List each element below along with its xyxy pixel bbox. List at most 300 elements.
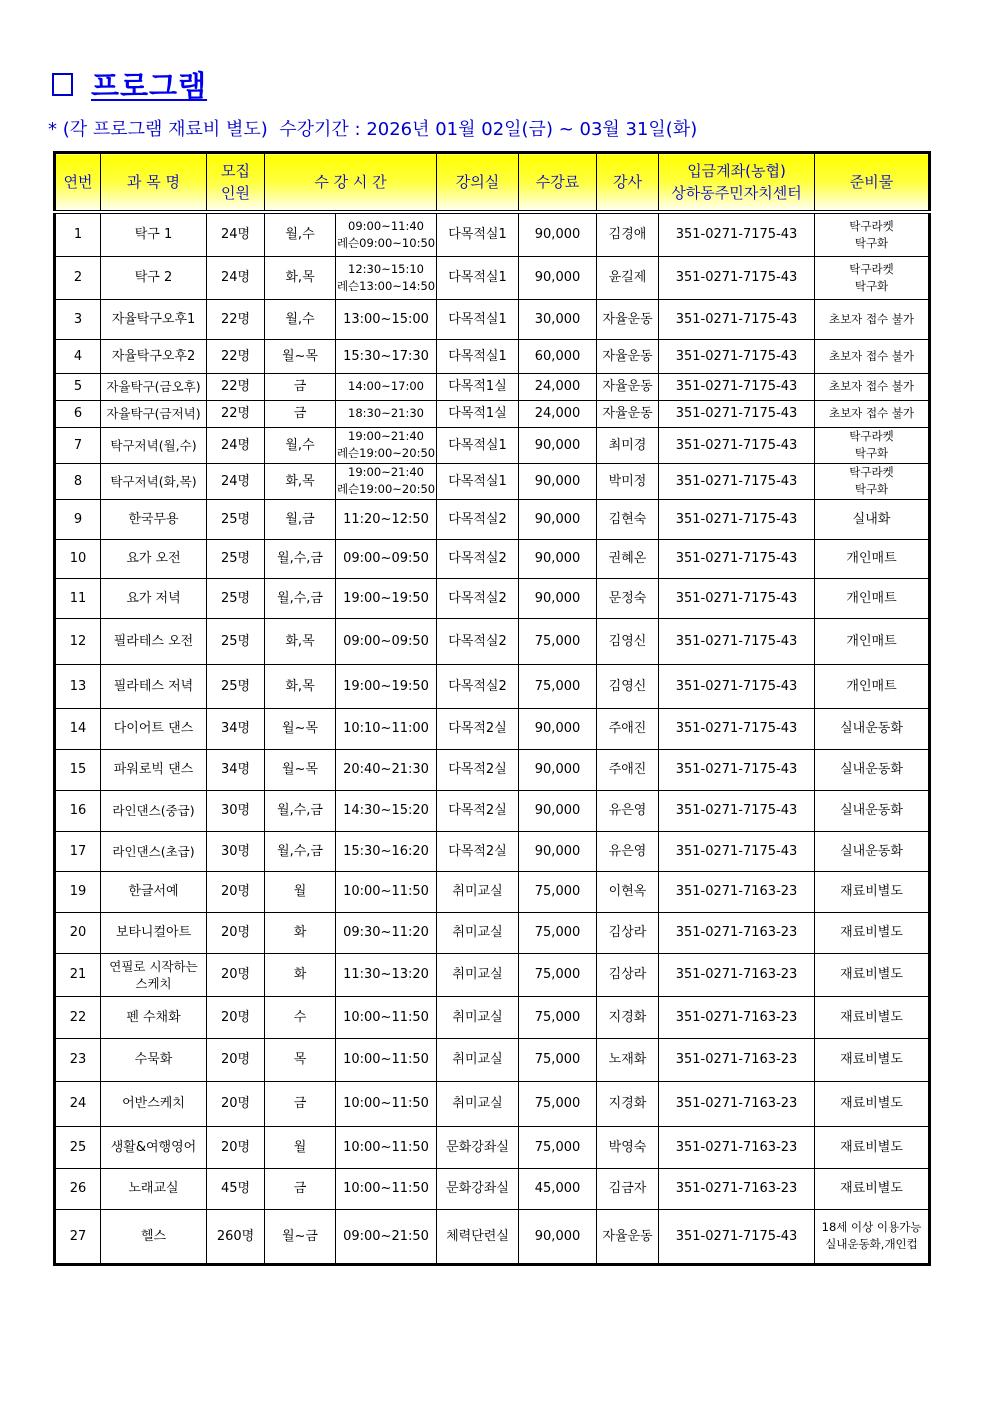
cell-name	[101, 373, 207, 400]
cell-name-text: 탁구 2	[134, 270, 173, 285]
cell-instructor	[597, 664, 659, 708]
cell-account	[659, 299, 815, 339]
cell-days-text: 금	[293, 1181, 307, 1196]
cell-days	[265, 212, 336, 256]
cell-room-text: 다목적실1	[448, 270, 507, 285]
cell-days	[265, 463, 336, 499]
cell-account	[659, 1081, 815, 1126]
cell-room	[437, 212, 519, 256]
cell-time	[336, 427, 437, 463]
cell-instructor	[597, 463, 659, 499]
cell-days-text: 목	[293, 1052, 307, 1067]
cell-instructor	[597, 749, 659, 790]
cell-no-text: 5	[73, 379, 83, 394]
cell-supplies	[815, 299, 930, 339]
table-row	[55, 400, 930, 427]
cell-instructor-text: 최미경	[608, 437, 647, 453]
cell-room	[437, 1209, 519, 1264]
cell-supplies	[815, 664, 930, 708]
cell-time	[336, 339, 437, 373]
cell-room	[437, 790, 519, 831]
cell-name-text: 보타니컬아트	[115, 925, 192, 940]
cell-room	[437, 708, 519, 749]
cell-name	[101, 499, 207, 539]
cell-fee-text: 24,000	[534, 379, 581, 394]
cell-no	[55, 578, 101, 618]
cell-capacity-text: 30명	[220, 803, 251, 818]
cell-no-text: 9	[73, 511, 83, 527]
cell-days	[265, 539, 336, 578]
cell-capacity	[207, 1168, 265, 1209]
cell-supplies	[815, 1168, 930, 1209]
cell-name-text: 요가 저녁	[126, 590, 181, 606]
cell-supplies-text: 초보자 접수 불가	[828, 311, 915, 326]
cell-fee	[519, 1168, 597, 1209]
cell-capacity-text: 25명	[220, 678, 251, 694]
cell-capacity-text: 20명	[220, 1052, 251, 1067]
cell-time	[336, 749, 437, 790]
cell-account-text: 351-0271-7163-23	[675, 884, 798, 899]
cell-capacity	[207, 996, 265, 1038]
cell-supplies-text-line2: 실내운동화,개인컵	[825, 1237, 918, 1251]
cell-supplies	[815, 1038, 930, 1081]
cell-name-text: 수묵화	[134, 1052, 173, 1067]
cell-no-text: 27	[69, 1228, 87, 1244]
cell-instructor-text: 자율운동	[602, 311, 653, 327]
cell-no-text: 1	[73, 227, 83, 243]
cell-name	[101, 790, 207, 831]
cell-room	[437, 463, 519, 499]
cell-no	[55, 953, 101, 996]
cell-no	[55, 996, 101, 1038]
cell-supplies	[815, 790, 930, 831]
cell-instructor-text: 지경화	[608, 1009, 647, 1025]
cell-time-text: 10:00~11:50	[343, 1052, 429, 1067]
cell-no-text: 12	[69, 633, 87, 649]
cell-room	[437, 373, 519, 400]
cell-supplies-text: 개인매트	[846, 590, 897, 606]
cell-account	[659, 618, 815, 664]
header-time: 수 강 시 간	[265, 153, 437, 213]
cell-instructor-text: 유은영	[608, 843, 647, 859]
cell-time	[336, 831, 437, 871]
cell-capacity	[207, 1126, 265, 1168]
cell-account	[659, 1168, 815, 1209]
cell-time-text: 12:30~15:10	[348, 261, 424, 276]
cell-capacity-text: 24명	[220, 227, 251, 243]
cell-time	[336, 1126, 437, 1168]
cell-name-text: 헬스	[140, 1228, 167, 1244]
cell-room-text: 다목적2실	[448, 721, 507, 736]
cell-days-text: 월~금	[281, 1228, 318, 1244]
cell-name-text: 필라테스 저녁	[113, 678, 194, 694]
cell-instructor	[597, 790, 659, 831]
cell-time	[336, 1168, 437, 1209]
cell-name	[101, 1081, 207, 1126]
cell-capacity-text: 20명	[220, 884, 251, 899]
cell-name-text: 자율탁구오후1	[111, 311, 196, 327]
cell-no-text: 15	[69, 762, 87, 777]
cell-account	[659, 708, 815, 749]
cell-account-text: 351-0271-7175-43	[675, 270, 798, 285]
cell-account-text: 351-0271-7175-43	[675, 348, 798, 364]
cell-fee	[519, 912, 597, 953]
cell-name	[101, 539, 207, 578]
cell-no	[55, 1038, 101, 1081]
cell-room	[437, 618, 519, 664]
cell-time-text-line2: 레슨13:00~14:50	[336, 278, 436, 293]
cell-supplies-text-line2: 탁구화	[854, 446, 889, 460]
cell-supplies-text: 실내화	[852, 511, 891, 527]
table-row	[55, 708, 930, 749]
cell-fee-text: 90,000	[534, 270, 581, 285]
cell-time-text: 19:00~21:40	[348, 465, 424, 479]
cell-supplies-text-line2: 탁구화	[854, 278, 889, 293]
cell-supplies-text: 탁구라켓	[849, 261, 894, 276]
cell-room	[437, 578, 519, 618]
cell-no-text: 2	[73, 270, 83, 285]
cell-instructor-text: 자율운동	[602, 1228, 653, 1244]
cell-room-text: 다목적1실	[448, 406, 507, 421]
cell-instructor-text: 자율운동	[602, 406, 653, 421]
table-row	[55, 1038, 930, 1081]
cell-instructor-text: 자율운동	[602, 379, 653, 394]
cell-supplies	[815, 1081, 930, 1126]
cell-account-text: 351-0271-7175-43	[675, 843, 798, 859]
cell-fee	[519, 578, 597, 618]
cell-days	[265, 831, 336, 871]
header-room: 강의실	[437, 153, 519, 213]
cell-name-text: 요가 오전	[126, 551, 181, 566]
cell-account-text: 351-0271-7175-43	[675, 1228, 798, 1244]
cell-time	[336, 790, 437, 831]
page-title-text: 프로그램	[91, 68, 208, 103]
cell-instructor-text: 윤길제	[608, 270, 647, 285]
cell-name	[101, 912, 207, 953]
cell-time	[336, 299, 437, 339]
cell-instructor	[597, 299, 659, 339]
cell-room-text: 다목적실2	[448, 678, 507, 694]
table-row	[55, 996, 930, 1038]
cell-capacity	[207, 427, 265, 463]
cell-instructor-text: 자율운동	[602, 348, 653, 364]
cell-name-text: 연필로 시작하는	[109, 958, 198, 974]
cell-name-text: 자율탁구(금저녁)	[106, 406, 201, 421]
cell-account	[659, 256, 815, 299]
cell-no-text: 4	[73, 348, 83, 364]
cell-instructor	[597, 339, 659, 373]
cell-room-text: 다목적2실	[448, 843, 507, 859]
cell-room-text: 취미교실	[452, 1009, 503, 1025]
cell-supplies-text: 탁구라켓	[849, 465, 894, 479]
cell-supplies	[815, 1209, 930, 1264]
cell-time-text: 09:00~09:50	[343, 633, 429, 649]
cell-room-text: 다목적2실	[448, 803, 507, 818]
table-row	[55, 212, 930, 256]
cell-time	[336, 953, 437, 996]
cell-account	[659, 749, 815, 790]
cell-no	[55, 664, 101, 708]
cell-capacity	[207, 1081, 265, 1126]
cell-fee-text: 75,000	[534, 678, 581, 694]
cell-name	[101, 1038, 207, 1081]
cell-no-text: 14	[69, 721, 87, 736]
cell-capacity	[207, 212, 265, 256]
cell-room-text: 문화강좌실	[446, 1139, 509, 1155]
cell-name-text: 한국무용	[128, 511, 179, 527]
cell-time-text: 09:00~21:50	[343, 1228, 429, 1244]
cell-capacity-text: 24명	[220, 473, 251, 489]
table-row	[55, 427, 930, 463]
table-row	[55, 299, 930, 339]
cell-time-text: 19:00~21:40	[348, 429, 424, 443]
header-no: 연번	[55, 153, 101, 213]
table-row	[55, 749, 930, 790]
cell-room	[437, 871, 519, 912]
cell-account-text: 351-0271-7175-43	[675, 437, 798, 453]
cell-days	[265, 299, 336, 339]
cell-account	[659, 212, 815, 256]
cell-supplies	[815, 212, 930, 256]
cell-name-text: 생활&여행영어	[110, 1139, 197, 1155]
cell-no	[55, 539, 101, 578]
cell-instructor	[597, 708, 659, 749]
cell-supplies	[815, 749, 930, 790]
cell-time-text: 14:00~17:00	[348, 379, 424, 393]
cell-account	[659, 427, 815, 463]
cell-days-text: 월~목	[281, 762, 318, 777]
cell-instructor	[597, 831, 659, 871]
cell-supplies	[815, 463, 930, 499]
cell-account-text: 351-0271-7175-43	[675, 633, 798, 649]
cell-time-text-line2: 레슨19:00~20:50	[336, 446, 436, 460]
table-row	[55, 499, 930, 539]
cell-no	[55, 299, 101, 339]
cell-room-text: 취미교실	[452, 1096, 503, 1111]
cell-fee-text: 90,000	[534, 511, 581, 527]
cell-instructor-text: 김영신	[608, 678, 647, 694]
cell-fee	[519, 1038, 597, 1081]
cell-supplies	[815, 339, 930, 373]
cell-fee-text: 90,000	[534, 473, 581, 489]
cell-supplies	[815, 953, 930, 996]
cell-fee-text: 24,000	[534, 406, 581, 421]
cell-no	[55, 212, 101, 256]
cell-days	[265, 1209, 336, 1264]
cell-no	[55, 373, 101, 400]
cell-time-text: 14:30~15:20	[343, 803, 429, 818]
cell-days	[265, 578, 336, 618]
cell-room	[437, 427, 519, 463]
cell-fee-text: 75,000	[534, 1052, 581, 1067]
cell-fee-text: 90,000	[534, 1228, 581, 1244]
table-row	[55, 256, 930, 299]
cell-time-text: 09:00~09:50	[343, 551, 429, 566]
table-row	[55, 912, 930, 953]
cell-supplies	[815, 831, 930, 871]
cell-account-text: 351-0271-7163-23	[675, 1096, 798, 1111]
cell-name	[101, 256, 207, 299]
cell-time	[336, 871, 437, 912]
cell-fee-text: 90,000	[534, 803, 581, 818]
cell-time	[336, 996, 437, 1038]
header-account-line2: 상하동주민자치센터	[671, 184, 802, 202]
cell-days	[265, 256, 336, 299]
cell-time	[336, 912, 437, 953]
cell-fee	[519, 256, 597, 299]
cell-no	[55, 871, 101, 912]
cell-room	[437, 996, 519, 1038]
cell-name	[101, 578, 207, 618]
cell-account	[659, 339, 815, 373]
cell-no-text: 6	[73, 406, 83, 421]
cell-capacity	[207, 1209, 265, 1264]
cell-days-text: 월,수,금	[277, 590, 323, 606]
cell-time-text: 11:30~13:20	[343, 967, 429, 982]
cell-account-text: 351-0271-7175-43	[675, 473, 798, 489]
cell-capacity-text: 30명	[220, 843, 251, 859]
cell-room	[437, 499, 519, 539]
cell-capacity-text: 20명	[220, 967, 251, 982]
cell-supplies	[815, 1126, 930, 1168]
cell-name	[101, 212, 207, 256]
cell-fee-text: 30,000	[534, 311, 581, 327]
table-row	[55, 790, 930, 831]
cell-instructor	[597, 953, 659, 996]
cell-capacity	[207, 1038, 265, 1081]
cell-days-text: 월,수	[285, 311, 315, 327]
cell-supplies-text: 실내운동화	[840, 762, 903, 777]
cell-supplies	[815, 871, 930, 912]
cell-supplies-text: 초보자 접수 불가	[828, 406, 915, 420]
cell-time	[336, 400, 437, 427]
cell-supplies-text: 재료비별도	[840, 925, 903, 940]
cell-capacity	[207, 539, 265, 578]
cell-capacity	[207, 618, 265, 664]
cell-no	[55, 339, 101, 373]
cell-days-text: 수	[293, 1009, 307, 1025]
cell-days	[265, 400, 336, 427]
cell-fee	[519, 1209, 597, 1264]
cell-fee-text: 75,000	[534, 1009, 581, 1025]
cell-supplies-text: 탁구라켓	[849, 429, 894, 443]
cell-account	[659, 996, 815, 1038]
cell-instructor-text: 김상라	[608, 967, 647, 982]
cell-room-text: 취미교실	[452, 1052, 503, 1067]
cell-days	[265, 708, 336, 749]
cell-account	[659, 373, 815, 400]
cell-time-text-line2: 레슨09:00~10:50	[336, 235, 436, 250]
cell-time-text: 10:00~11:50	[343, 1009, 429, 1025]
cell-supplies-text-line2: 탁구화	[854, 235, 889, 250]
cell-fee	[519, 618, 597, 664]
cell-capacity-text: 45명	[220, 1181, 251, 1196]
cell-room	[437, 749, 519, 790]
cell-fee-text: 75,000	[534, 884, 581, 899]
cell-instructor-text: 김영신	[608, 633, 647, 649]
cell-name	[101, 400, 207, 427]
cell-days	[265, 339, 336, 373]
table-row	[55, 618, 930, 664]
cell-instructor-text: 주애진	[608, 762, 647, 777]
cell-room	[437, 912, 519, 953]
cell-supplies-text: 재료비별도	[840, 1181, 903, 1196]
cell-room	[437, 299, 519, 339]
cell-name	[101, 463, 207, 499]
cell-name	[101, 1126, 207, 1168]
cell-days	[265, 664, 336, 708]
cell-name-text: 탁구 1	[134, 227, 173, 243]
cell-capacity	[207, 463, 265, 499]
cell-no-text: 11	[69, 590, 87, 606]
cell-name	[101, 1209, 207, 1264]
cell-capacity	[207, 790, 265, 831]
cell-supplies-text: 개인매트	[846, 551, 897, 566]
cell-fee-text: 90,000	[534, 721, 581, 736]
cell-room	[437, 539, 519, 578]
table-row	[55, 1209, 930, 1264]
cell-instructor	[597, 1038, 659, 1081]
cell-days	[265, 996, 336, 1038]
cell-capacity	[207, 871, 265, 912]
cell-supplies	[815, 618, 930, 664]
cell-account	[659, 871, 815, 912]
cell-no	[55, 1168, 101, 1209]
cell-instructor	[597, 618, 659, 664]
cell-no-text: 24	[69, 1096, 87, 1111]
cell-account	[659, 578, 815, 618]
cell-supplies-text: 초보자 접수 불가	[828, 379, 915, 393]
cell-days	[265, 499, 336, 539]
cell-fee	[519, 539, 597, 578]
cell-instructor	[597, 212, 659, 256]
cell-time	[336, 618, 437, 664]
cell-account-text: 351-0271-7175-43	[675, 590, 798, 606]
cell-account	[659, 539, 815, 578]
cell-capacity-text: 22명	[220, 311, 251, 327]
cell-account-text: 351-0271-7163-23	[675, 967, 798, 982]
cell-room-text: 다목적실1	[448, 227, 507, 243]
cell-name	[101, 618, 207, 664]
cell-instructor	[597, 1168, 659, 1209]
cell-time-text: 19:00~19:50	[343, 590, 429, 606]
cell-name-text-line2: 스케치	[135, 975, 172, 991]
cell-supplies	[815, 256, 930, 299]
cell-instructor	[597, 400, 659, 427]
cell-fee-text: 45,000	[534, 1181, 581, 1196]
cell-time-text: 09:00~11:40	[348, 218, 424, 233]
cell-time-text: 09:30~11:20	[343, 925, 429, 940]
cell-name	[101, 427, 207, 463]
cell-instructor-text: 김현숙	[608, 511, 647, 527]
cell-time-text: 10:00~11:50	[343, 1181, 429, 1196]
cell-no	[55, 400, 101, 427]
cell-days-text: 화,목	[285, 270, 315, 285]
cell-room	[437, 1126, 519, 1168]
cell-fee-text: 75,000	[534, 925, 581, 940]
cell-fee	[519, 427, 597, 463]
cell-time-text: 10:00~11:50	[343, 1139, 429, 1155]
cell-room-text: 취미교실	[452, 967, 503, 982]
cell-name	[101, 708, 207, 749]
cell-days	[265, 912, 336, 953]
cell-account-text: 351-0271-7163-23	[675, 1181, 798, 1196]
cell-name	[101, 871, 207, 912]
cell-time	[336, 578, 437, 618]
table-row	[55, 831, 930, 871]
cell-fee-text: 75,000	[534, 633, 581, 649]
header-capacity	[207, 153, 265, 213]
